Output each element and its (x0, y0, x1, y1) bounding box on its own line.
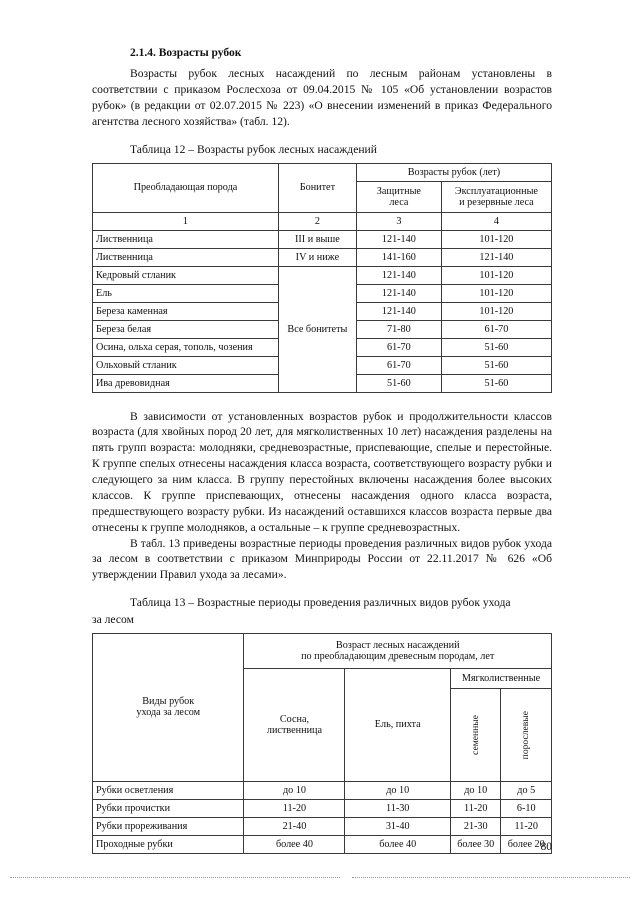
table13-spruce: 11-30 (345, 799, 451, 817)
table12-operational: 51-60 (441, 338, 551, 356)
table13-caption-line1: Таблица 13 – Возрастные периоды проведения различных видов рубок ухода (130, 596, 511, 610)
table13-coppice: более 20 (501, 835, 552, 853)
table12-colnum-3: 3 (356, 212, 441, 230)
paragraph-intro: Возрасты рубок лесных насаждений по лесным районам установлены в соответствии с приказом Рослесхоза от 09.04.2015 № 105 «Об установлении возрастов рубок» (в редакции от 02.07.2015 № 223) «О внесении изменений в приказ Федерального агентства лесного хозяйства» (табл. 12). (92, 67, 552, 128)
table12-species: Осина, ольха серая, тополь, чозения (93, 338, 279, 356)
table13-caption (92, 595, 552, 611)
table-row (93, 835, 552, 853)
table12-header-row-1 (93, 163, 552, 181)
spacer (92, 583, 552, 595)
table13-caption-cont (92, 612, 552, 628)
footer-rule-right (352, 877, 630, 878)
table13-kind: Рубки осветления (93, 781, 244, 799)
table-row (93, 266, 552, 284)
spacer (92, 393, 552, 409)
table13-th-pine-l2: лиственница (266, 724, 323, 736)
table13-th-seed-wrap (451, 689, 500, 781)
table13-spruce: до 10 (345, 781, 451, 799)
table12-protective: 121-140 (356, 284, 441, 302)
table12-protective: 51-60 (356, 374, 441, 392)
table12-protective: 121-140 (356, 302, 441, 320)
table13-caption-line2: за лесом (92, 612, 134, 626)
table12-species: Ель (93, 284, 279, 302)
table13-th-coppice-wrap (501, 689, 551, 781)
table13-th-seed-label: семенные (469, 714, 481, 755)
table12-bonitet: III и выше (278, 230, 356, 248)
table12-th-protective-l2: леса (389, 196, 409, 208)
table13-coppice: до 5 (501, 781, 552, 799)
table12-operational: 101-120 (441, 284, 551, 302)
table12-species: Кедровый стланик (93, 266, 279, 284)
table12-operational: 121-140 (441, 248, 551, 266)
table13-coppice: 6-10 (501, 799, 552, 817)
table13-th-age-title-l2: по преобладающим древесным породам, лет (301, 650, 495, 662)
table-row (93, 781, 552, 799)
table12-operational: 51-60 (441, 374, 551, 392)
table13-spruce: 31-40 (345, 817, 451, 835)
table13-kind: Рубки прореживания (93, 817, 244, 835)
table13-th-age-title (244, 633, 552, 668)
table13-th-kind-l1: Виды рубок (142, 696, 195, 708)
table12-colnum-1: 1 (93, 212, 279, 230)
table12-th-protective (356, 181, 441, 212)
table12-species: Береза каменная (93, 302, 279, 320)
table-row (93, 817, 552, 835)
table12-protective: 71-80 (356, 320, 441, 338)
table13-th-kind (93, 633, 244, 781)
table13-head (93, 633, 552, 781)
section-heading: 2.1.4. Возрасты рубок (130, 47, 242, 59)
table13-th-spruce: Ель, пихта (345, 668, 451, 781)
table13-spruce: более 40 (345, 835, 451, 853)
table12-protective: 121-140 (356, 230, 441, 248)
table12-head (93, 163, 552, 230)
table12-th-bonitet: Бонитет (278, 163, 356, 212)
table12-colnum-2: 2 (278, 212, 356, 230)
table12-th-operational (441, 181, 551, 212)
table12-th-species: Преобладающая порода (93, 163, 279, 212)
table12-th-protective-l1: Защитные (376, 185, 421, 197)
table-row (93, 248, 552, 266)
table12-species: Лиственница (93, 230, 279, 248)
table12-colnum-4: 4 (441, 212, 551, 230)
table-12 (92, 163, 552, 393)
table-row (93, 230, 552, 248)
table13-th-coppice (501, 688, 552, 781)
table13-seed: более 30 (451, 835, 501, 853)
table12-species: Ольховый стланик (93, 356, 279, 374)
table13-kind: Проходные рубки (93, 835, 244, 853)
table13-coppice: 11-20 (501, 817, 552, 835)
spacer (92, 130, 552, 142)
table12-species: Лиственница (93, 248, 279, 266)
table12-operational: 101-120 (441, 302, 551, 320)
footer-rule-left (10, 877, 340, 878)
table12-protective: 141-160 (356, 248, 441, 266)
table12-th-group: Возрасты рубок (лет) (356, 163, 551, 181)
table13-th-pine (244, 668, 345, 781)
paragraph-age-groups: В зависимости от установленных возрастов рубок и продолжительности классов возраста (для хвойных пород 20 лет, для мягколиственных 10 лет) насаждения разделены на пять групп возраста: молодняки, средневозрастные, приспевающие, спелые и перестойные. К группе спелых отнесены насаждения класса возраста, соответствующего возрасту рубки и следующего за ним класса. В группу перестойных включены насаждения более высоких классов. К группе приспевающих, отнесены насаждения одного класса возраста, предшествующего возрасту рубки. Из насаждений оставшихся классов возраста первые два отнесены к группе молодняков, а остальные – к группе средневозрастных. (92, 409, 552, 534)
table13-header-row-1 (93, 633, 552, 668)
paragraph-table13-intro: В табл. 13 приведены возрастные периоды проведения различных видов рубок ухода за лесом в соответствии с приказом Минприроды России от 22.11.2017 № 626 «Об утверждении Правил ухода за лесами». (92, 536, 552, 582)
table13-th-pine-l1: Сосна, (279, 713, 310, 725)
table12-protective: 61-70 (356, 356, 441, 374)
table12-protective: 121-140 (356, 266, 441, 284)
table13-body (93, 781, 552, 853)
table12-operational: 61-70 (441, 320, 551, 338)
table-13 (92, 633, 552, 854)
table13-th-age-title-l1: Возраст лесных насаждений (335, 639, 460, 651)
table12-th-operational-l2: и резервные леса (459, 196, 534, 208)
table12-number-row (93, 212, 552, 230)
table12-bonitet-all: Все бонитеты (278, 266, 356, 392)
table13-th-coppice-label: порослевые (520, 710, 532, 759)
table13-pine: 21-40 (244, 817, 345, 835)
table-row (93, 799, 552, 817)
table12-operational: 51-60 (441, 356, 551, 374)
table13-th-kind-l2: ухода за лесом (136, 707, 201, 719)
table12-bonitet: IV и ниже (278, 248, 356, 266)
table12-caption: Таблица 12 – Возрасты рубок лесных насаждений (130, 142, 377, 156)
table13-pine: 11-20 (244, 799, 345, 817)
table12-th-operational-l1: Эксплуатационные (454, 185, 538, 197)
footer-separator (0, 873, 640, 883)
table13-th-seed (451, 688, 501, 781)
table13-kind: Рубки прочистки (93, 799, 244, 817)
page-number: 80 (540, 841, 552, 853)
table12-protective: 61-70 (356, 338, 441, 356)
table13-th-softleaved: Мягколиственные (451, 668, 552, 688)
table12-operational: 101-120 (441, 230, 551, 248)
table12-operational: 101-120 (441, 266, 551, 284)
table12-species: Береза белая (93, 320, 279, 338)
table13-seed: 11-20 (451, 799, 501, 817)
table13-pine: до 10 (244, 781, 345, 799)
table12-species: Ива древовидная (93, 374, 279, 392)
table13-pine: более 40 (244, 835, 345, 853)
table12-body (93, 230, 552, 392)
table13-seed: 21-30 (451, 817, 501, 835)
table13-seed: до 10 (451, 781, 501, 799)
